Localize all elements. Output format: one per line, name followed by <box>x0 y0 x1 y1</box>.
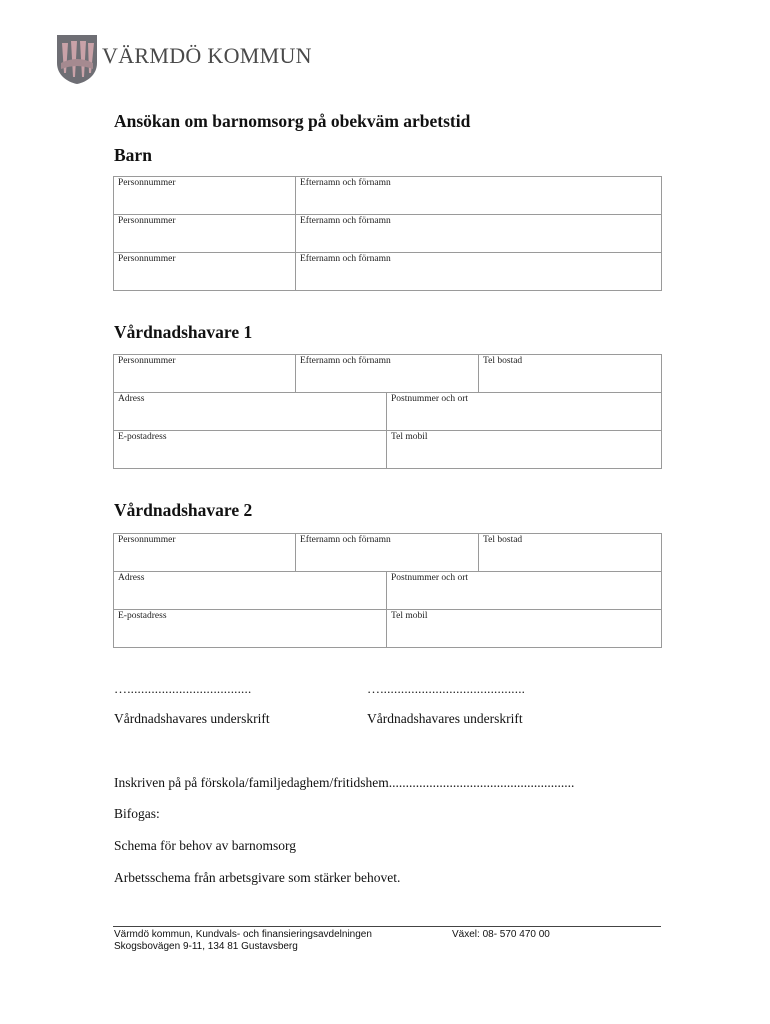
guardian2-address-field[interactable]: Adress <box>114 572 387 610</box>
guardian1-mobile-field[interactable]: Tel mobil <box>387 431 662 469</box>
child-row <box>114 253 662 291</box>
guardian2-mobile-field[interactable]: Tel mobil <box>387 610 662 648</box>
child-personnummer-field[interactable]: Personnummer <box>114 177 296 215</box>
guardian1-tel-bostad-field[interactable]: Tel bostad <box>479 355 662 393</box>
child-personnummer-field[interactable]: Personnummer <box>114 253 296 291</box>
guardian2-postal-field[interactable]: Postnummer och ort <box>387 572 662 610</box>
attachment-item: Arbetsschema från arbetsgivare som stärker behovet. <box>114 870 401 885</box>
section-heading-guardian1: Vårdnadshavare 1 <box>114 322 253 342</box>
footer-org: Värmdö kommun, Kundvals- och finansieringsavdelningen <box>114 929 372 940</box>
attachment-item: Schema för behov av barnomsorg <box>114 838 296 853</box>
guardian1-name-field[interactable]: Efternamn och förnamn <box>296 355 479 393</box>
child-row <box>114 215 662 253</box>
guardian2-tel-bostad-field[interactable]: Tel bostad <box>479 534 662 572</box>
signature-label-left: Vårdnadshavares underskrift <box>114 711 270 726</box>
footer-phone: Växel: 08- 570 470 00 <box>452 929 550 940</box>
child-row <box>114 177 662 215</box>
footer-address: Skogsbovägen 9-11, 134 81 Gustavsberg <box>114 941 298 952</box>
child-name-field[interactable]: Efternamn och förnamn <box>296 215 662 253</box>
guardian2-email-field[interactable]: E-postadress <box>114 610 387 648</box>
footer-divider <box>113 926 661 927</box>
signature-label-right: Vårdnadshavares underskrift <box>367 711 523 726</box>
guardian1-postal-field[interactable]: Postnummer och ort <box>387 393 662 431</box>
child-personnummer-field[interactable]: Personnummer <box>114 215 296 253</box>
guardian2-personnummer-field[interactable]: Personnummer <box>114 534 296 572</box>
guardian1-address-field[interactable]: Adress <box>114 393 387 431</box>
signature-line-right[interactable]: ….......................................... <box>367 681 526 696</box>
guardian1-email-field[interactable]: E-postadress <box>114 431 387 469</box>
enrolled-line: Inskriven på på förskola/familjedaghem/fritidshem....................................................... <box>114 775 575 790</box>
child-name-field[interactable]: Efternamn och förnamn <box>296 177 662 215</box>
children-table <box>113 176 662 291</box>
coat-of-arms-icon <box>55 33 99 85</box>
guardian2-table <box>113 533 662 648</box>
section-heading-guardian2: Vårdnadshavare 2 <box>114 500 253 520</box>
guardian1-personnummer-field[interactable]: Personnummer <box>114 355 296 393</box>
guardian2-name-field[interactable]: Efternamn och förnamn <box>296 534 479 572</box>
attachments-heading: Bifogas: <box>114 806 160 821</box>
section-heading-barn: Barn <box>114 145 152 165</box>
org-name: VÄRMDÖ KOMMUN <box>102 43 312 68</box>
form-title: Ansökan om barnomsorg på obekväm arbetstid <box>114 111 471 131</box>
guardian1-table <box>113 354 662 469</box>
signature-line-left[interactable]: ….................................... <box>114 681 252 696</box>
child-name-field[interactable]: Efternamn och förnamn <box>296 253 662 291</box>
kommun-logo <box>55 33 317 85</box>
